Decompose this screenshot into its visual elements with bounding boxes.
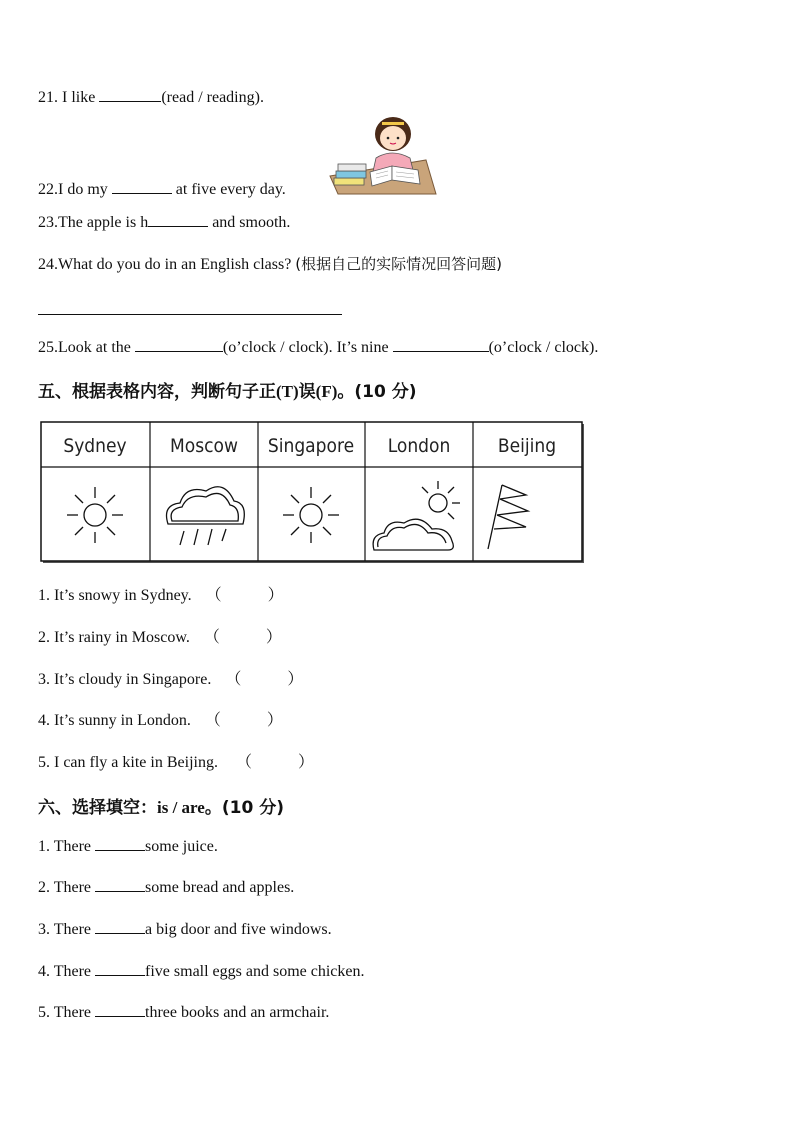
answer-parentheses[interactable]: （ ） bbox=[205, 587, 284, 604]
girl-reading-illustration bbox=[326, 114, 438, 198]
answer-parentheses[interactable]: （ ） bbox=[203, 629, 282, 646]
fill-item-1: 1. There some juice. bbox=[38, 838, 218, 855]
statement-5: 5. I can fly a kite in Beijing. （ ） bbox=[38, 754, 314, 771]
question-21: 21. I like (read / reading). bbox=[38, 89, 264, 106]
statement-4: 4. It’s sunny in London. （ ） bbox=[38, 712, 283, 729]
city-singapore: Singapore bbox=[267, 435, 355, 457]
answer-parentheses[interactable]: （ ） bbox=[204, 712, 283, 729]
answer-parentheses[interactable]: （ ） bbox=[225, 671, 304, 688]
answer-blank[interactable] bbox=[95, 836, 145, 851]
statement-2: 2. It’s rainy in Moscow. （ ） bbox=[38, 629, 282, 646]
answer-line[interactable] bbox=[38, 314, 342, 315]
section-5-title: 五、根据表格内容，判断句子正(T)误(F)。(10 分) bbox=[38, 382, 417, 402]
answer-blank[interactable] bbox=[95, 877, 145, 892]
question-23: 23.The apple is h and smooth. bbox=[38, 214, 291, 231]
answer-blank[interactable] bbox=[135, 337, 223, 352]
city-london: London bbox=[387, 435, 451, 457]
answer-blank[interactable] bbox=[112, 179, 172, 194]
answer-blank[interactable] bbox=[95, 961, 145, 976]
city-moscow: Moscow bbox=[170, 435, 238, 457]
question-24: 24.What do you do in an English class? (根据自己的实际情况回答问题) bbox=[38, 255, 503, 273]
answer-blank[interactable] bbox=[95, 1002, 145, 1017]
question-25: 25.Look at the (o’clock / clock). It’s nine (o’clock / clock). bbox=[38, 339, 599, 356]
fill-item-4: 4. There five small eggs and some chicken. bbox=[38, 963, 365, 980]
section-6-title: 六、选择填空：is / are。(10 分) bbox=[38, 798, 284, 818]
weather-table bbox=[40, 421, 586, 565]
answer-blank[interactable] bbox=[393, 337, 489, 352]
question-22: 22.I do my at five every day. bbox=[38, 181, 286, 198]
statement-3: 3. It’s cloudy in Singapore. （ ） bbox=[38, 671, 304, 688]
city-sydney: Sydney bbox=[63, 435, 127, 457]
fill-item-2: 2. There some bread and apples. bbox=[38, 879, 295, 896]
answer-blank[interactable] bbox=[95, 919, 145, 934]
fill-item-5: 5. There three books and an armchair. bbox=[38, 1004, 330, 1021]
answer-blank[interactable] bbox=[99, 87, 161, 102]
statement-1: 1. It’s snowy in Sydney. （ ） bbox=[38, 587, 284, 604]
fill-item-3: 3. There a big door and five windows. bbox=[38, 921, 332, 938]
answer-parentheses[interactable]: （ ） bbox=[235, 754, 314, 771]
answer-blank[interactable] bbox=[148, 212, 208, 227]
city-beijing: Beijing bbox=[497, 435, 557, 457]
